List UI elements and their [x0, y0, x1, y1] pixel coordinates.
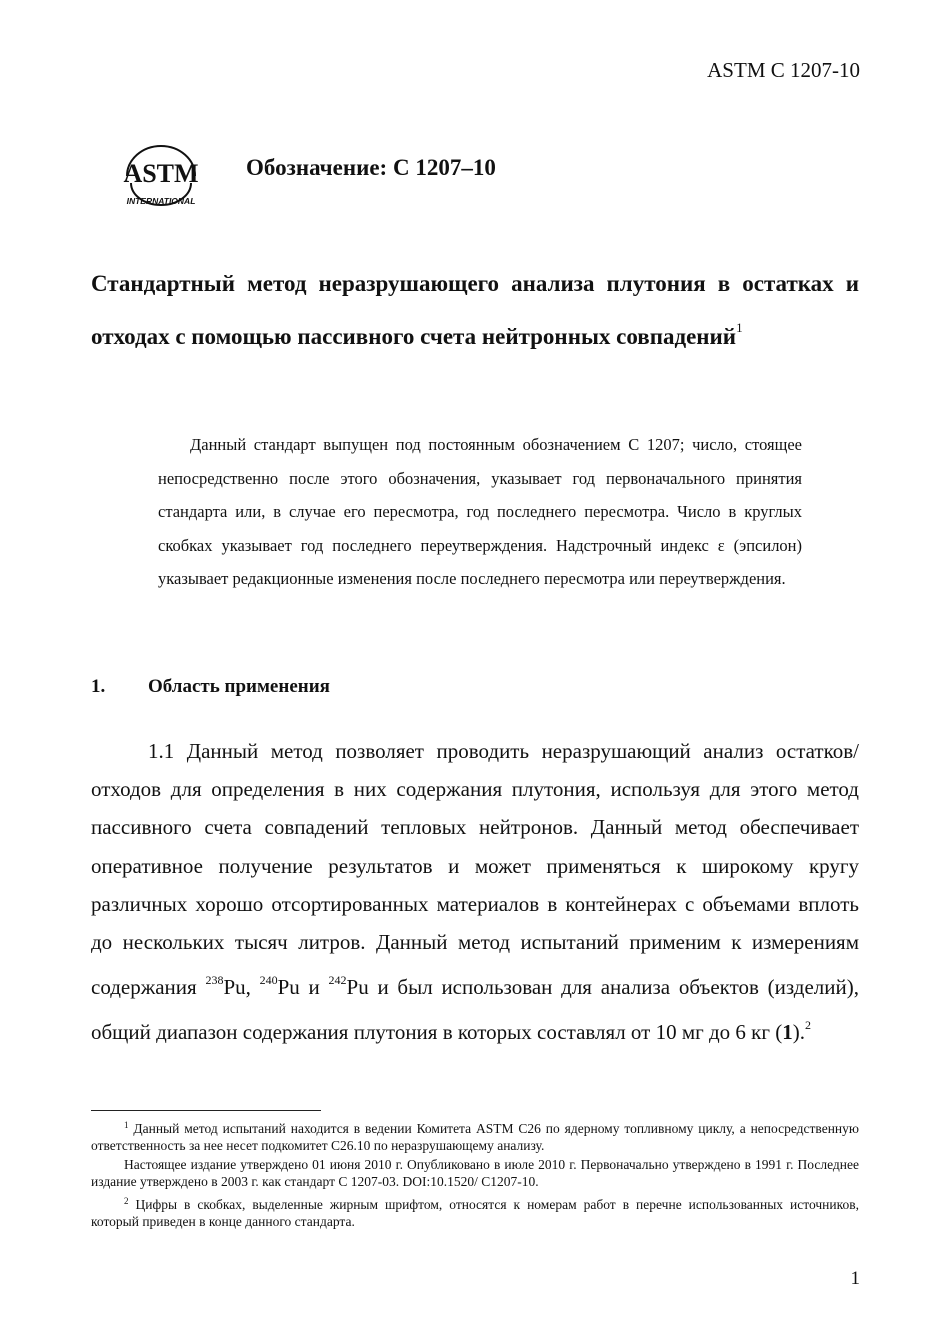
section-title: Область применения: [148, 676, 330, 697]
title-footnote-ref: 1: [736, 320, 743, 335]
footnote-1-text: Данный метод испытаний находится в ведении Комитета ASTM C26 по ядерному топливному циклу, а непосредственную ответственность за нее несет подкомитет С26.10 по неразрушающему анализу.: [91, 1121, 859, 1153]
isotope-240-mass: 240: [259, 973, 278, 988]
logo-caption: INTERNATIONAL: [126, 196, 196, 206]
footnote-2: [91, 1193, 859, 1230]
section-number: 1.: [91, 676, 106, 697]
page-number: 1: [850, 1268, 860, 1289]
standard-notice: Данный стандарт выпущен под постоянным обозначением С 1207; число, стоящее непосредственно после этого обозначения, указывает год первоначального принятия стандарта или, в случае его пересмотра, год последнего пересмотра. Число в круглых скобках указывает год последнего переутверждения. Надстрочный индекс ε (эпсилон) указывает редакционные изменения после последнего пересмотра или переутверждения.: [158, 435, 802, 588]
footnote-separator: [91, 1110, 321, 1111]
astm-logo: [118, 136, 204, 208]
para-sep2: и: [299, 975, 329, 1000]
isotope-238-element: Pu: [223, 975, 246, 1000]
header-standard-id: ASTM C 1207-10: [707, 58, 860, 82]
footnote-1: [91, 1117, 859, 1154]
logo-letters: ASTM: [123, 159, 199, 188]
title-text: Стандартный метод неразрушающего анализа плутония в остатках и отходах с помощью пассивного счета нейтронных совпадений: [91, 271, 859, 349]
footnote-1-approval: Настоящее издание утверждено 01 июня 2010 г. Опубликовано в июле 2010 г. Первоначально утверждено в 1991 г. Последнее издание утверждено в 2003 г. как стандарт С 1207-03. DOI:10.1520/ C1207-10.: [91, 1157, 859, 1189]
document-title: [91, 262, 859, 359]
para-part1: 1.1 Данный метод позволяет проводить неразрушающий анализ остатков/отходов для определения в них содержания плутония, используя для этого метод пассивного счета совпадений тепловых нейтронов. Данный метод обеспечивает оперативное получение результатов и может применяться к широкому кругу различных хорошо отсортированных материалов в контейнерах с объемами вплоть до нескольких тысяч литров. Данный метод испытаний применим к измерениям содержания: [91, 739, 859, 1000]
reference-number-bold: 1: [782, 1020, 793, 1045]
para-footnote-ref: 2: [804, 1018, 811, 1033]
para-sep1: ,: [245, 975, 260, 1000]
isotope-242-mass: 242: [328, 973, 347, 988]
isotope-238-mass: 238: [205, 973, 224, 988]
para-part3: ).: [792, 1020, 805, 1045]
footnote-2-mark: 2: [124, 1196, 129, 1206]
isotope-242-element: Pu: [346, 975, 369, 1000]
designation-heading: Обозначение: С 1207–10: [246, 155, 496, 180]
para-part2: и был использован для анализа объектов (изделий), общий диапазон содержания плутония в которых составлял от 10 мг до 6 кг (: [91, 975, 860, 1045]
footnote-2-text: Цифры в скобках, выделенные жирным шрифтом, относятся к номерам работ в перечне использованных источников, который приведен в конце данного стандарта.: [91, 1197, 859, 1229]
isotope-240-element: Pu: [277, 975, 300, 1000]
footnote-1-mark: 1: [124, 1120, 129, 1130]
paragraph-1-1: [91, 732, 859, 1052]
